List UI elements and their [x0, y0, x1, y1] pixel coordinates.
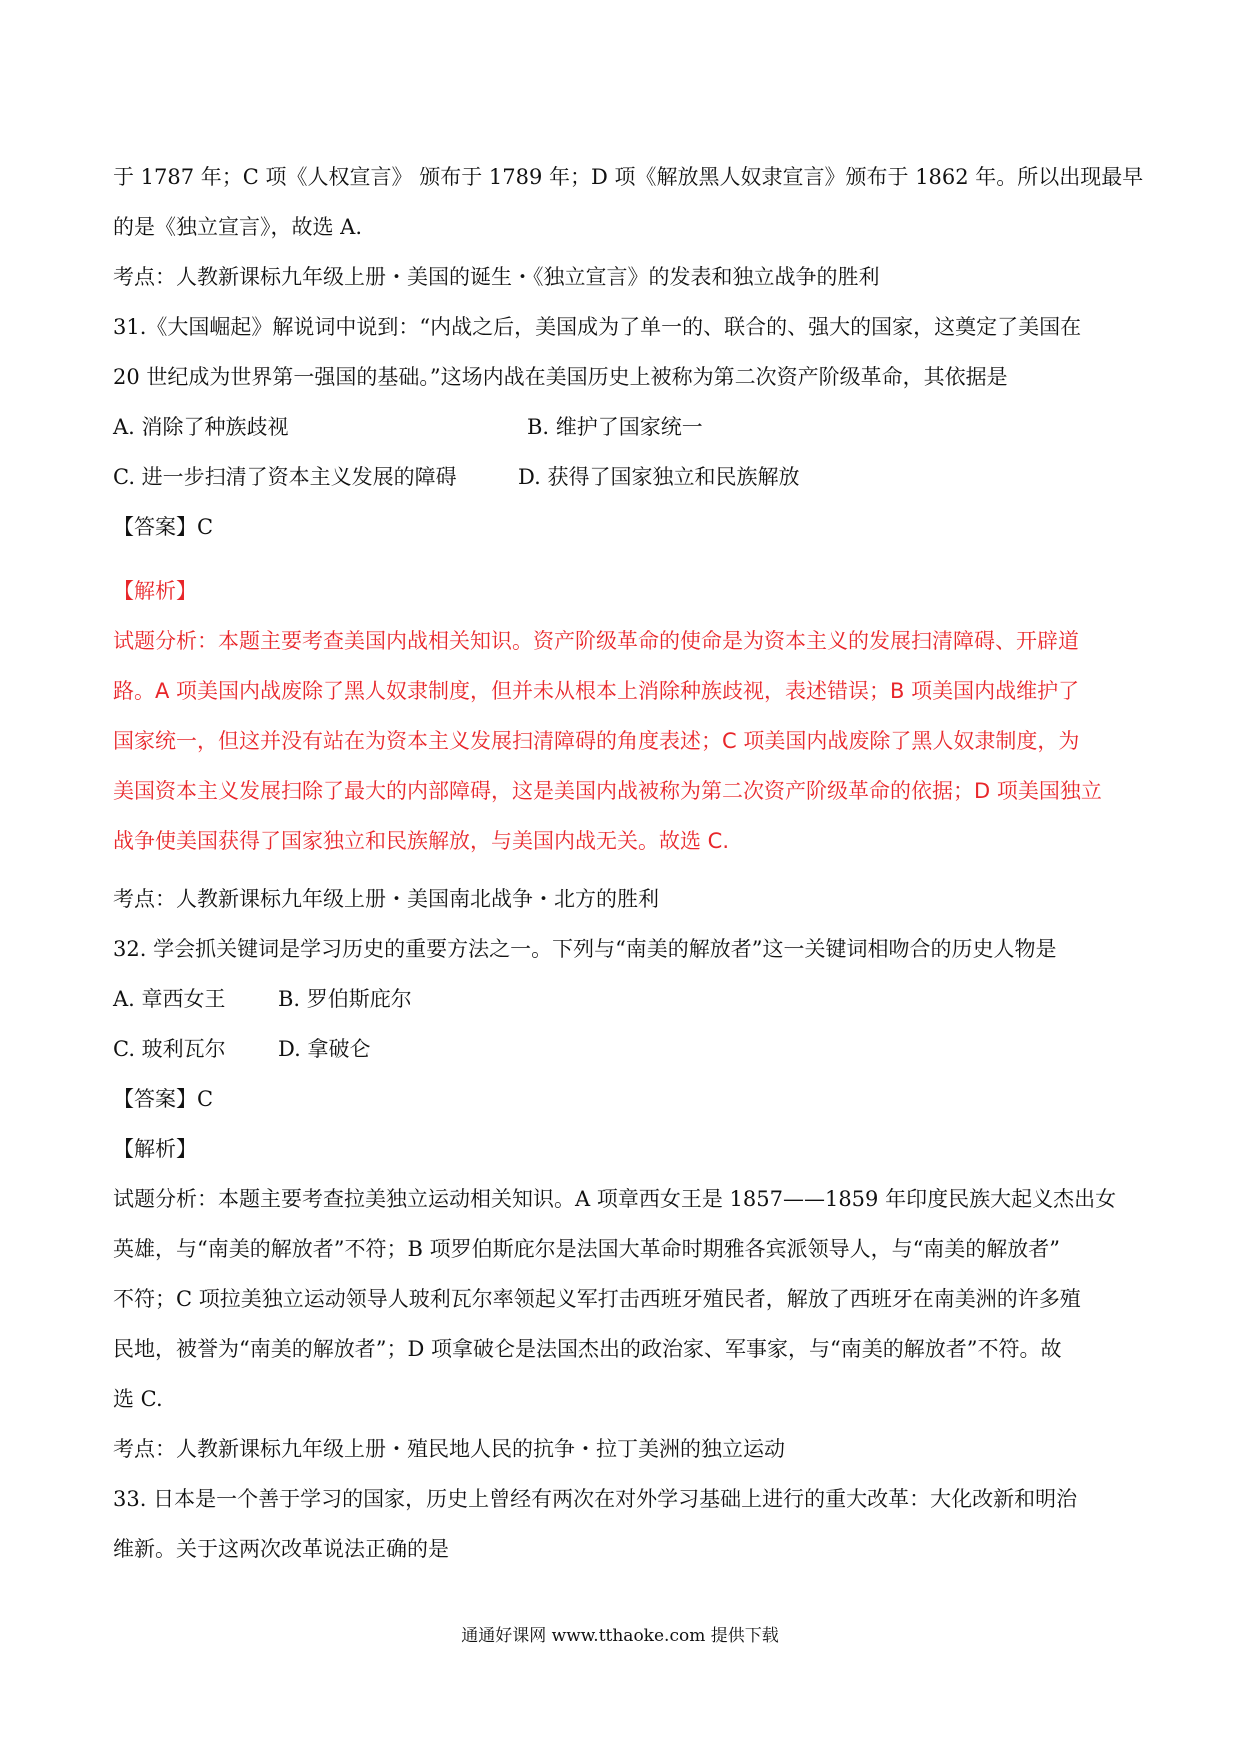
- q32-analysis-line: 民地，被誉为“南美的解放者”；D 项拿破仑是法国杰出的政治家、军事家，与“南美的解放者”不符。故: [113, 1337, 1062, 1361]
- q32-option-d: D. 拿破仑: [278, 1037, 371, 1061]
- q31-analysis-line: 战争使美国获得了国家独立和民族解放，与美国内战无关。故选 C.: [113, 829, 730, 853]
- question-33: [113, 1474, 1133, 1574]
- page-content: [113, 152, 1144, 1574]
- q31-stem-line-1: 31.《大国崛起》解说词中说到：“内战之后，美国成为了单一的、联合的、强大的国家，这奠定了美国在: [113, 315, 1082, 339]
- intro-line-1: 于 1787 年；C 项《人权宣言》 颁布于 1789 年；D 项《解放黑人奴隶宣言》颁布于 1862 年。所以出现最早: [113, 165, 1144, 189]
- intro-line-2: 的是《独立宣言》，故选 A.: [113, 215, 363, 239]
- q31-option-c: C. 进一步扫清了资本主义发展的障碍: [113, 465, 457, 489]
- q32-options-row-2: [113, 1024, 1133, 1074]
- q31-options-row-1: [113, 402, 1133, 452]
- q31-options-row-2: [113, 452, 1133, 502]
- intro-kaodian: 考点：人教新课标九年级上册・美国的诞生・《独立宣言》的发表和独立战争的胜利: [113, 265, 880, 289]
- q31-kaodian: 考点：人教新课标九年级上册・美国南北战争・北方的胜利: [113, 887, 659, 911]
- q32-analysis-line: 选 C.: [113, 1387, 163, 1411]
- question-31: [113, 302, 1133, 924]
- q32-option-c: C. 玻利瓦尔: [113, 1037, 226, 1061]
- q31-analysis-line: 试题分析：本题主要考查美国内战相关知识。资产阶级革命的使命是为资本主义的发展扫清障碍、开辟道: [113, 629, 1079, 653]
- q31-analysis-line: 美国资本主义发展扫除了最大的内部障碍，这是美国内战被称为第二次资产阶级革命的依据；D 项美国独立: [113, 779, 1102, 803]
- q31-analysis-heading: 【解析】: [113, 579, 197, 603]
- q31-stem-line-2: 20 世纪成为世界第一强国的基础。”这场内战在美国历史上被称为第二次资产阶级革命，其依据是: [113, 365, 1008, 389]
- question-32: [113, 924, 1133, 1474]
- q31-analysis: [113, 566, 1133, 866]
- q32-answer: 【答案】C: [113, 1087, 214, 1111]
- q32-analysis-heading: 【解析】: [113, 1137, 197, 1161]
- q32-analysis-line: 英雄，与“南美的解放者”不符；B 项罗伯斯庇尔是法国大革命时期雅各宾派领导人，与“南美的解放者”: [113, 1237, 1061, 1261]
- q32-option-a: A. 章西女王: [113, 987, 226, 1011]
- page-footer: 通通好课网 www.tthaoke.com 提供下载: [461, 1626, 779, 1646]
- q33-stem-line-2: 维新。关于这两次改革说法正确的是: [113, 1537, 449, 1561]
- q32-analysis-line: 不符；C 项拉美独立运动领导人玻利瓦尔率领起义军打击西班牙殖民者，解放了西班牙在南美洲的许多殖: [113, 1287, 1081, 1311]
- q31-answer: 【答案】C: [113, 515, 214, 539]
- q31-analysis-line: 国家统一，但这并没有站在为资本主义发展扫清障碍的角度表述；C 项美国内战废除了黑人奴隶制度，为: [113, 729, 1080, 753]
- q31-option-a: A. 消除了种族歧视: [113, 415, 289, 439]
- q32-options-row-1: [113, 974, 1133, 1024]
- q31-option-b: B. 维护了国家统一: [527, 415, 703, 439]
- q32-analysis-line: 试题分析：本题主要考查拉美独立运动相关知识。A 项章西女王是 1857——1859 年印度民族大起义杰出女: [113, 1187, 1117, 1211]
- q31-option-d: D. 获得了国家独立和民族解放: [518, 465, 800, 489]
- q32-kaodian: 考点：人教新课标九年级上册・殖民地人民的抗争・拉丁美洲的独立运动: [113, 1437, 785, 1461]
- q33-stem-line-1: 33. 日本是一个善于学习的国家，历史上曾经有两次在对外学习基础上进行的重大改革：大化改新和明治: [113, 1487, 1078, 1511]
- q32-option-b: B. 罗伯斯庇尔: [278, 987, 412, 1011]
- q32-stem: 32. 学会抓关键词是学习历史的重要方法之一。下列与“南美的解放者”这一关键词相吻合的历史人物是: [113, 937, 1057, 961]
- q31-analysis-line: 路。A 项美国内战废除了黑人奴隶制度，但并未从根本上消除种族歧视，表述错误；B 项美国内战维护了: [113, 679, 1080, 703]
